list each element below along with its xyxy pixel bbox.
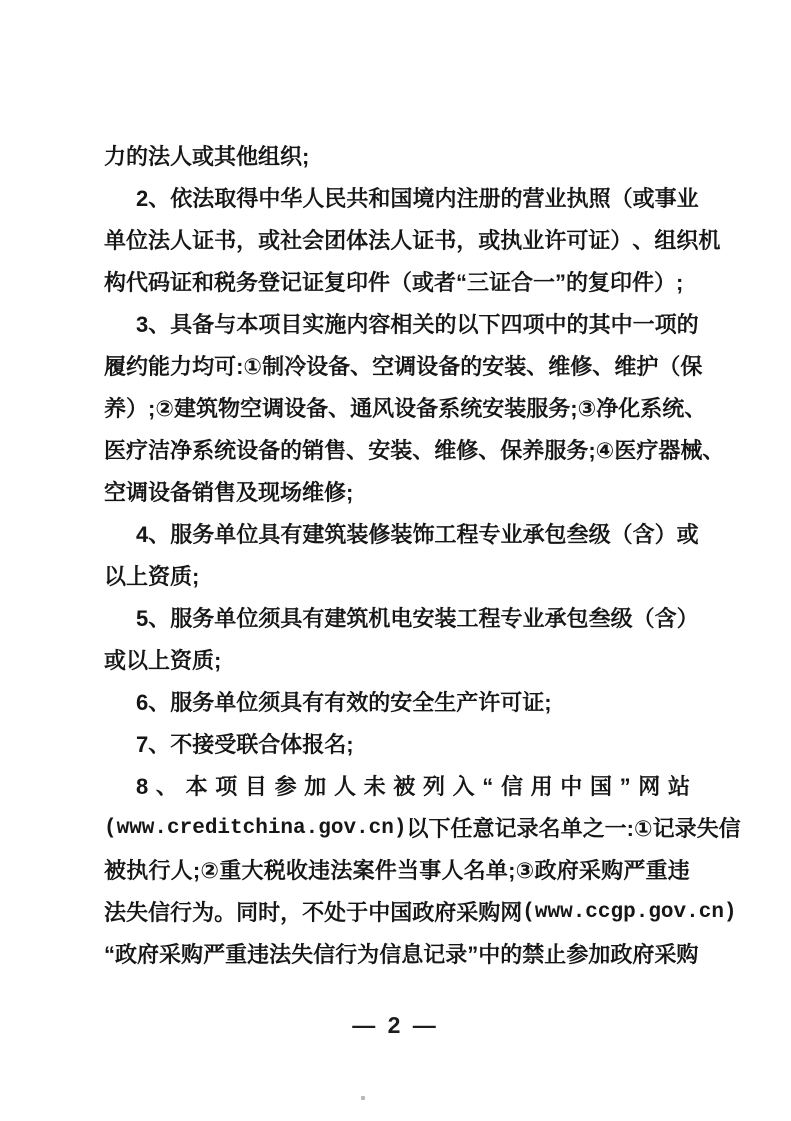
text-line: 4 、 服 务 单 位 具 有 建 筑 装 修 装 饰 工 程 专 业 承 包 叁 级 （ 含 ） 或	[136, 522, 699, 547]
text-line: “ 政 府 采 购 严 重 违 法 失 信 行 为 信 息 记 录 ” 中 的 禁 止 参 加 政 府 采 购	[104, 942, 699, 967]
text-line: 履 约 能 力 均 可 : ① 制 冷 设 备 、 空 调 设 备 的 安 装 、 维 修 、 维 护 （ 保	[104, 354, 703, 379]
text-line: 6、服务单位须具有有效的安全生产许可证;	[136, 690, 552, 715]
scan-artifact-dot	[361, 1096, 365, 1100]
text-line: 养 ） ; ② 建 筑 物 空 调 设 备 、 通 风 设 备 系 统 安 装 服 务 ; ③ 净 化 系 统 、	[104, 396, 707, 421]
document-body-text	[104, 136, 741, 976]
text-line: 单 位 法 人 证 书 ， 或 社 会 团 体 法 人 证 书 ， 或 执 业 许 可 证 ） 、 组 织 机	[104, 228, 721, 253]
text-line: 或以上资质;	[104, 648, 222, 673]
text-line: 空调设备销售及现场维修;	[104, 480, 354, 505]
text-line: (www.creditchina.gov.cn) 以 下 任 意 记 录 名 单 之 一 : ① 记 录 失 信	[104, 816, 741, 841]
text-line: 以上资质;	[104, 564, 200, 589]
text-line: 5 、 服 务 单 位 须 具 有 建 筑 机 电 安 装 工 程 专 业 承 包 叁 级 （ 含 ）	[136, 606, 699, 631]
text-line: 医 疗 洁 净 系 统 设 备 的 销 售 、 安 装 、 维 修 、 保 养 服 务 ; ④ 医 疗 器 械 、	[104, 438, 725, 463]
page-number: — 2 —	[352, 1012, 439, 1038]
text-line: 力的法人或其他组织;	[104, 144, 310, 169]
text-line: 3 、 具 备 与 本 项 目 实 施 内 容 相 关 的 以 下 四 项 中 的 其 中 一 项 的	[136, 312, 699, 337]
text-line: 2 、 依 法 取 得 中 华 人 民 共 和 国 境 内 注 册 的 营 业 执 照 （ 或 事 业	[136, 186, 699, 211]
text-line: 7、不接受联合体报名;	[136, 732, 354, 757]
text-line: 8 、 本 项 目 参 加 人 未 被 列 入 “ 信 用 中 国 ” 网 站	[136, 774, 690, 799]
text-line: 被 执 行 人 ; ② 重 大 税 收 违 法 案 件 当 事 人 名 单 ; ③ 政 府 采 购 严 重 违	[104, 858, 690, 883]
text-line: 构代码证和税务登记证复印件（或者“三证合一”的复印件）;	[104, 270, 684, 295]
text-line: 法 失 信 行 为 。 同 时 ， 不 处 于 中 国 政 府 采 购 网 (www.ccgp.gov.cn)	[104, 900, 737, 925]
